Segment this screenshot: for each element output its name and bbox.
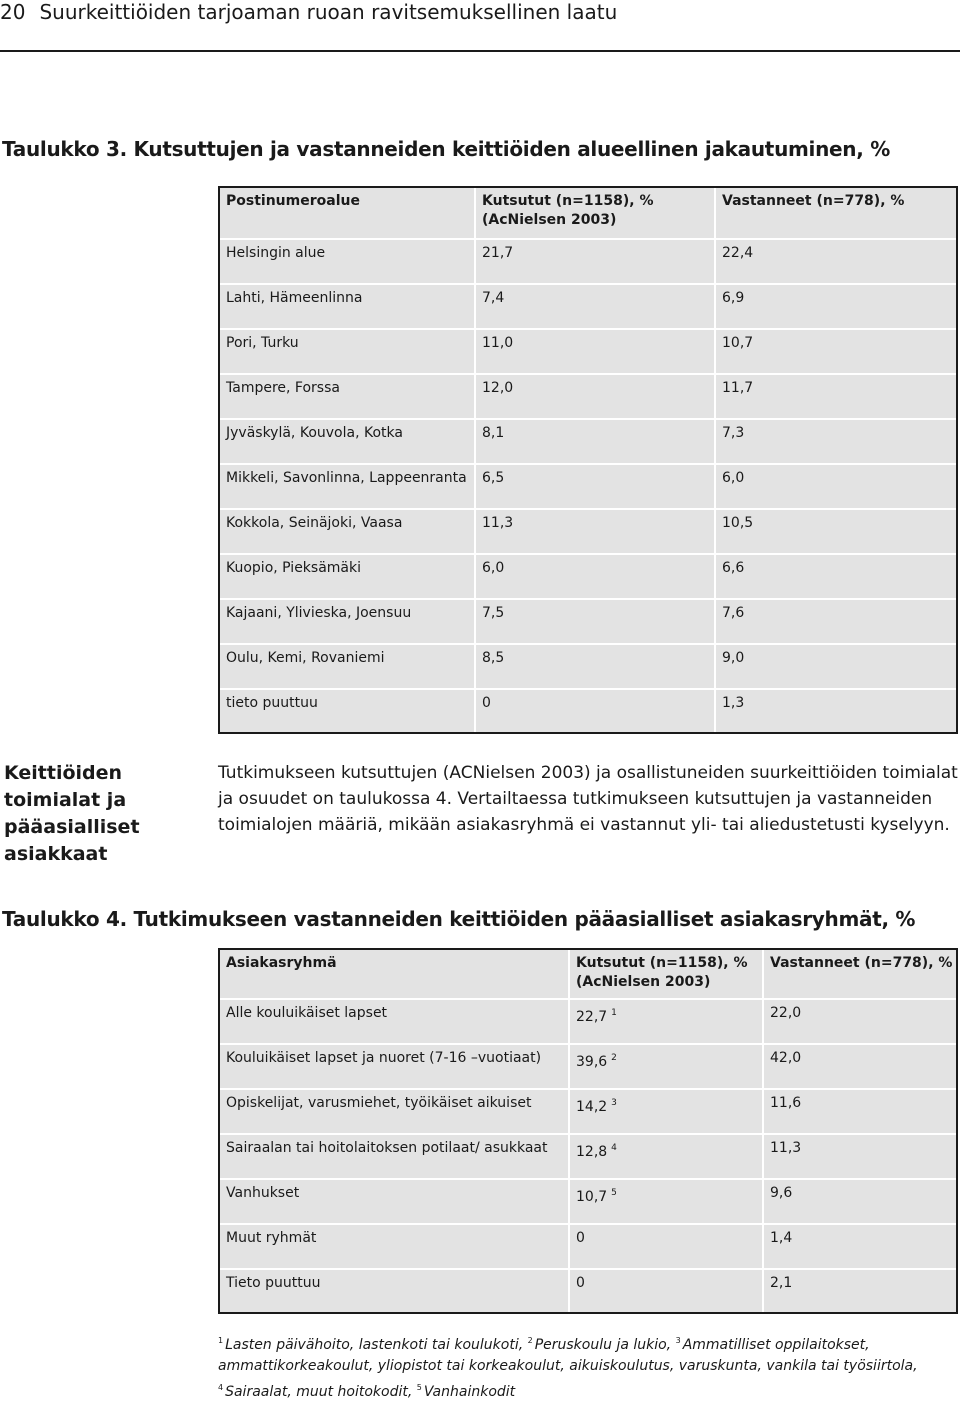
footnote-text: Vanhainkodit [423,1384,516,1400]
group-cell: Sairaalan tai hoitolaitoksen potilaat/ asukkaat [219,1134,569,1179]
header-rule [0,50,960,52]
table-row [219,599,959,644]
area-cell: Kajaani, Ylivieska, Joensuu [219,599,475,644]
footnote-ref: 4 [611,1143,617,1153]
responded-cell: 42,0 [763,1044,959,1089]
group-cell: Opiskelijat, varusmiehet, työikäiset aikuiset [219,1089,569,1134]
area-cell: Lahti, Hämeenlinna [219,284,475,329]
footnotes [218,1330,958,1403]
table-row [219,464,959,509]
table-row [219,329,959,374]
responded-cell: 1,4 [763,1224,959,1269]
table3-header-responded: Vastanneet (n=778), % [715,187,959,239]
responded-cell: 11,3 [763,1134,959,1179]
area-cell: Kuopio, Pieksämäki [219,554,475,599]
table-row [219,1044,959,1089]
invited-cell [569,1134,763,1179]
footnote-mark: 4 [218,1383,224,1392]
invited-cell: 7,5 [475,599,715,644]
responded-cell: 7,3 [715,419,959,464]
table-row [219,689,959,734]
area-cell: Jyväskylä, Kouvola, Kotka [219,419,475,464]
invited-cell: 11,3 [475,509,715,554]
table3-body [219,239,959,734]
invited-cell: 0 [475,689,715,734]
table4-header-invited-line2: (AcNielsen 2003) [576,974,711,990]
table-row [219,554,959,599]
invited-cell: 7,4 [475,284,715,329]
footnote [528,1337,672,1353]
table-row [219,419,959,464]
table3 [218,186,960,735]
footnote-text: Peruskoulu ja lukio, [534,1337,672,1353]
table-row [219,1089,959,1134]
area-cell: Mikkeli, Savonlinna, Lappeenranta [219,464,475,509]
invited-cell [569,999,763,1044]
responded-cell: 11,7 [715,374,959,419]
table4-header-invited-line1: Kutsutut (n=1158), % [576,955,748,971]
table-row [219,284,959,329]
group-cell: Muut ryhmät [219,1224,569,1269]
footnote-text: Sairaalat, muut hoitokodit, [225,1384,413,1400]
footnote [218,1337,523,1353]
responded-cell: 9,6 [763,1179,959,1224]
running-header [0,0,617,24]
table-row [219,1179,959,1224]
invited-value: 10,7 [576,1189,608,1205]
table4-body [219,999,959,1314]
table3-header-invited [475,187,715,239]
footnote-ref: 5 [611,1188,617,1198]
responded-cell: 7,6 [715,599,959,644]
footnote-mark: 1 [218,1336,224,1345]
invited-cell: 8,5 [475,644,715,689]
area-cell: Oulu, Kemi, Rovaniemi [219,644,475,689]
side-heading-line: asiakkaat [4,843,108,865]
table4-header-responded: Vastanneet (n=778), % [763,949,959,999]
responded-cell: 2,1 [763,1269,959,1314]
side-heading-line: toimialat ja [4,789,127,811]
responded-cell: 6,6 [715,554,959,599]
invited-value: 14,2 [576,1099,608,1115]
footnote-ref: 2 [611,1053,617,1063]
invited-cell [569,1269,763,1314]
responded-cell: 10,5 [715,509,959,554]
responded-cell: 10,7 [715,329,959,374]
responded-cell: 22,0 [763,999,959,1044]
footnote-mark: 5 [416,1383,422,1392]
side-heading-line: pääasialliset [4,816,140,838]
area-cell: Kokkola, Seinäjoki, Vaasa [219,509,475,554]
table-row [219,1224,959,1269]
responded-cell: 22,4 [715,239,959,284]
table3-header-area: Postinumeroalue [219,187,475,239]
invited-cell: 8,1 [475,419,715,464]
table3-header-invited-line1: Kutsutut (n=1158), % [482,193,654,209]
invited-cell: 6,5 [475,464,715,509]
invited-value: 0 [576,1230,585,1246]
footnote [417,1384,515,1400]
table3-header-invited-line2: (AcNielsen 2003) [482,212,617,228]
table-row [219,509,959,554]
invited-value: 12,8 [576,1144,608,1160]
side-heading-line: Keittiöiden [4,762,123,784]
invited-cell [569,1179,763,1224]
group-cell: Alle kouluikäiset lapset [219,999,569,1044]
area-cell: Tampere, Forssa [219,374,475,419]
group-cell: Kouluikäiset lapset ja nuoret (7-16 –vuotiaat) [219,1044,569,1089]
table-row [219,999,959,1044]
table-row [219,1269,959,1314]
table3-caption: Taulukko 3. Kutsuttujen ja vastanneiden keittiöiden alueellinen jakautuminen, % [2,137,890,161]
table4-header-row [219,949,959,999]
group-cell: Vanhukset [219,1179,569,1224]
running-title: Suurkeittiöiden tarjoaman ruoan ravitsemuksellinen laatu [39,0,618,24]
page-number: 20 [0,0,26,24]
table4 [218,948,960,1315]
section-side-heading [4,760,140,868]
footnote-ref: 1 [611,1008,617,1018]
invited-cell: 6,0 [475,554,715,599]
footnote [218,1384,412,1400]
table-row [219,239,959,284]
invited-cell: 12,0 [475,374,715,419]
table-row [219,1134,959,1179]
invited-value: 0 [576,1275,585,1291]
invited-cell: 11,0 [475,329,715,374]
table4-caption: Taulukko 4. Tutkimukseen vastanneiden keittiöiden pääasialliset asiakasryhmät, % [2,907,916,931]
responded-cell: 6,9 [715,284,959,329]
table4-header-group: Asiakasryhmä [219,949,569,999]
footnote-text: Lasten päivähoito, lastenkoti tai koulukoti, [225,1337,524,1353]
invited-cell [569,1044,763,1089]
invited-cell: 21,7 [475,239,715,284]
footnote-mark: 3 [675,1336,681,1345]
invited-value: 22,7 [576,1009,608,1025]
table-row [219,374,959,419]
responded-cell: 9,0 [715,644,959,689]
responded-cell: 6,0 [715,464,959,509]
table4-header-invited [569,949,763,999]
table3-header-row [219,187,959,239]
footnote-ref: 3 [611,1098,617,1108]
invited-cell [569,1224,763,1269]
responded-cell: 11,6 [763,1089,959,1134]
responded-cell: 1,3 [715,689,959,734]
area-cell: Helsingin alue [219,239,475,284]
area-cell: Pori, Turku [219,329,475,374]
area-cell: tieto puuttuu [219,689,475,734]
group-cell: Tieto puuttuu [219,1269,569,1314]
section-paragraph: Tutkimukseen kutsuttujen (ACNielsen 2003) ja osallistuneiden suurkeittiöiden toimialat ja osuudet on taulukossa 4. Vertailtaessa tutkimukseen kutsuttujen ja vastanneiden toimialojen määriä, mikään asiakasryhmä ei vastannut yli- tai aliedustetusti kyselyyn. [218,763,958,835]
footnote-text: Ammatilliset oppilaitokset, ammattikorkeakoulut, yliopistot tai korkeakoulut, aikuiskoulutus, varuskunta, vankila tai työsiirtola, [218,1337,918,1374]
table-row [219,644,959,689]
invited-value: 39,6 [576,1054,608,1070]
footnote-mark: 2 [527,1336,533,1345]
invited-cell [569,1089,763,1134]
